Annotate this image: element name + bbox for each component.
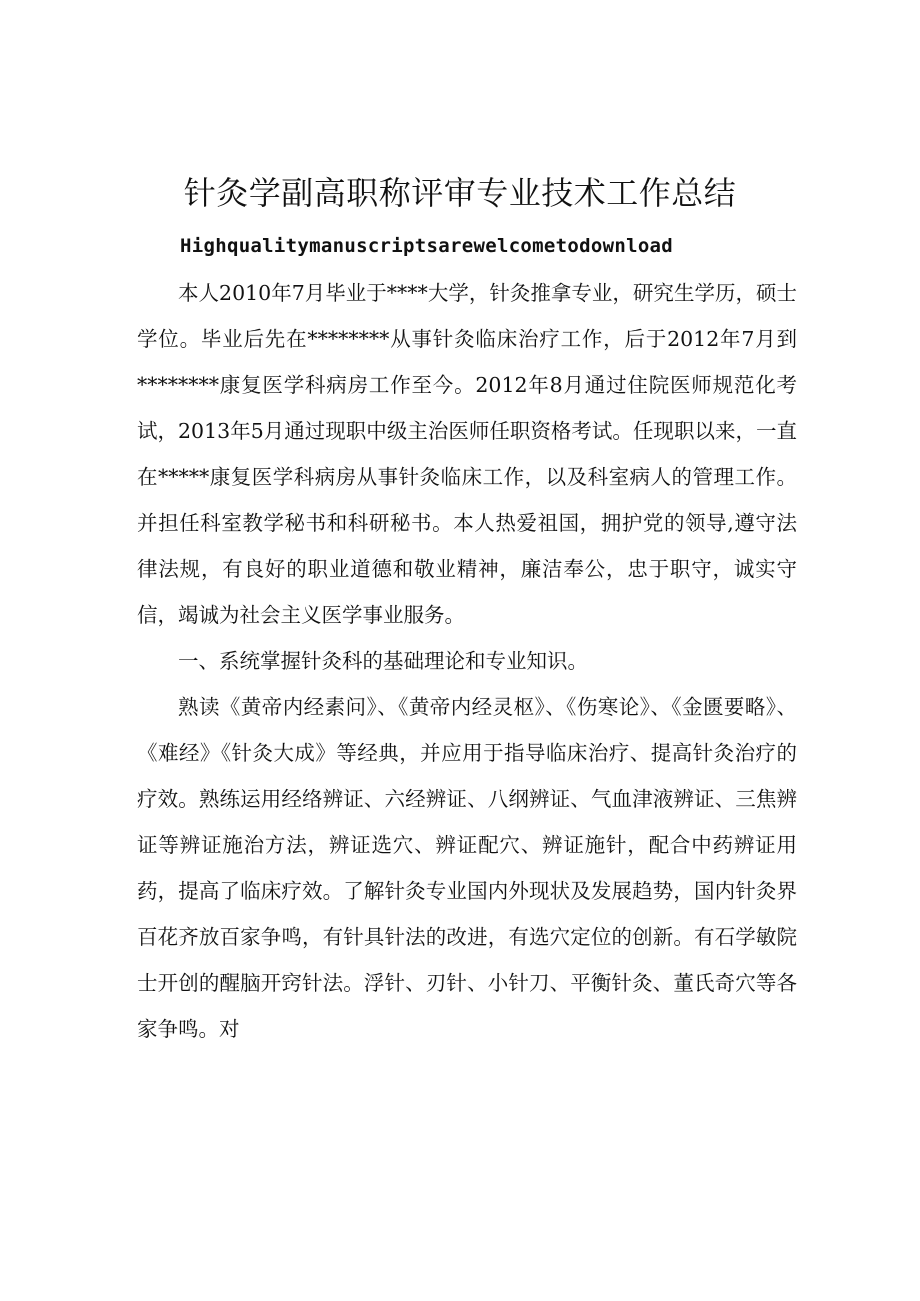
section-paragraph: 熟读《黄帝内经素问》、《黄帝内经灵枢》、《伤寒论》、《金匮要略》、《难经》《针灸大成》等经典，并应用于指导临床治疗、提高针灸治疗的疗效。熟练运用经络辨证、六经辨证、八纲辨证、气血津液辨证、三焦辨证等辨证施治方法，辨证选穴、辨证配穴、辨证施针，配合中药辨证用药，提高了临床疗效。了解针灸专业国内外现状及发展趋势，国内针灸界百花齐放百家争鸣，有针具针法的改进，有选穴定位的创新。有石学敏院士开创的醒脑开窍针法。浮针、刃针、小针刀、平衡针灸、董氏奇穴等各家争鸣。对 (137, 695, 797, 1041)
document-subtitle: Highqualitymanuscriptsarewelcometodownload (180, 235, 674, 257)
section-heading: 一、系统掌握针灸科的基础理论和专业知识。 (178, 649, 588, 673)
document-body (137, 270, 797, 1052)
intro-paragraph: 本人2010年7月毕业于****大学，针灸推拿专业，研究生学历，硕士学位。毕业后先在********从事针灸临床治疗工作，后于2012年7月到********康复医学科病房工作至今。2012年8月通过住院医师规范化考试，2013年5月通过现职中级主治医师任职资格考试。任现职以来，一直在*****康复医学科病房从事针灸临床工作，以及科室病人的管理工作。并担任科室教学秘书和科研秘书。本人热爱祖国，拥护党的领导,遵守法律法规，有良好的职业道德和敬业精神，廉洁奉公，忠于职守，诚实守信，竭诚为社会主义医学事业服务。 (137, 281, 797, 627)
document-title: 针灸学副高职称评审专业技术工作总结 (183, 174, 737, 212)
